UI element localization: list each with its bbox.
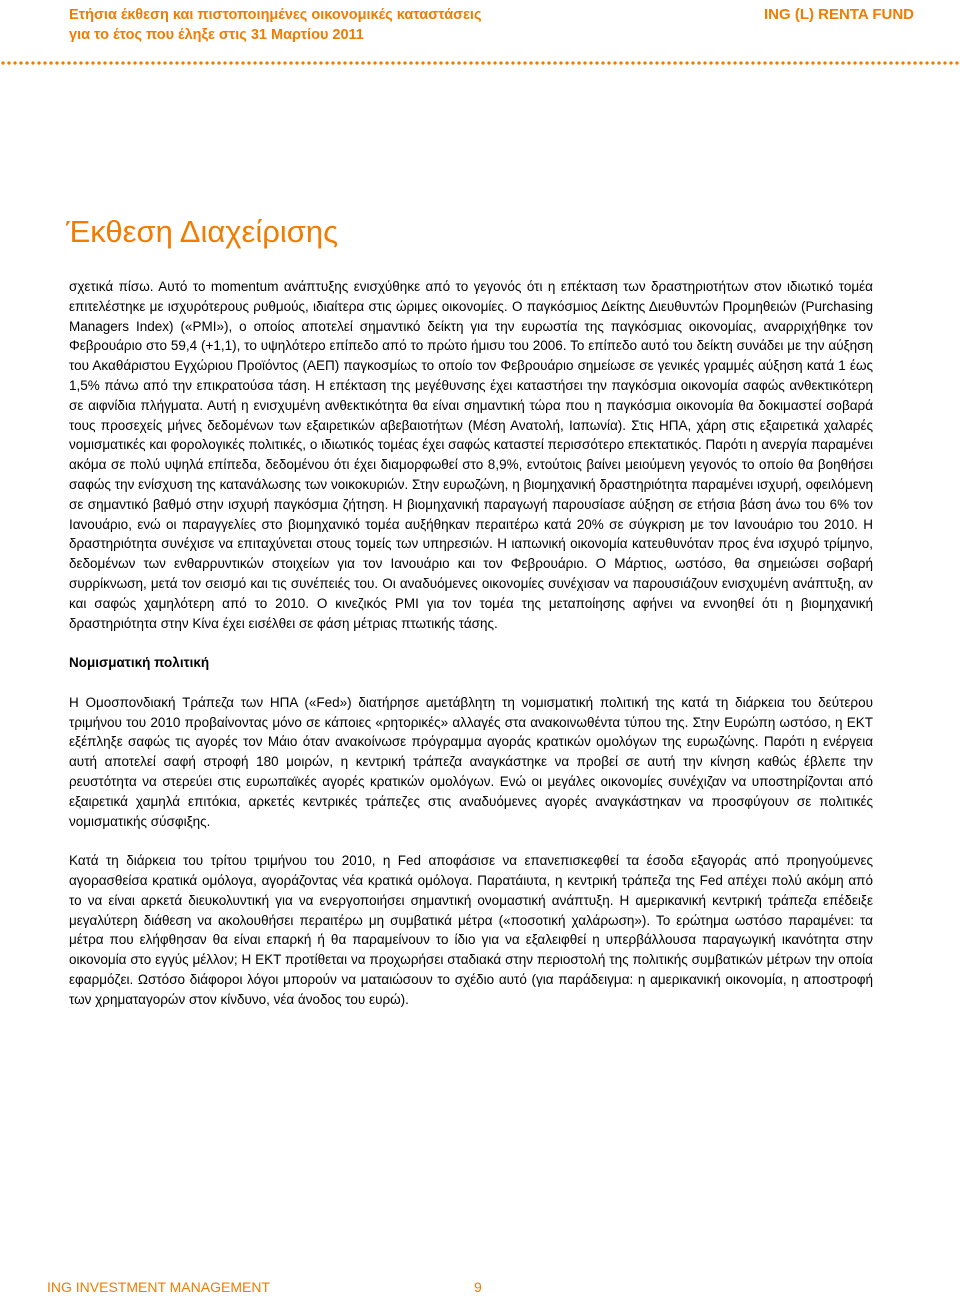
paragraph-economy: σχετικά πίσω. Αυτό το momentum ανάπτυξης ενισχύθηκε από το γεγονός ότι η επέκταση των δραστηριοτήτων στον ιδιωτικό τομέα επιτελέστηκε με ισχυρότερους ρυθμούς, ιδιαίτερα στις ώριμες οικονομίες. Ο παγκόσμιος Δείκτης Διευθυντών Προμηθειών (Purchasing Managers Index) («PMI»), ο οποίος αποτελεί σημαντικό δείκτη για την ευρωστία της παγκόσμιας οικονομίας, αναρριχήθηκε τον Φεβρουάριο στο 59,4 (+1,1), το υψηλότερο επίπεδο από το πρώτο ήμισυ του 2006. Το επίπεδο αυτό του δείκτη συνάδει με την αύξηση του Ακαθάριστου Εγχώριου Προϊόντος (ΑΕΠ) παγκοσμίως το οποίο τον Φεβρουάριο σημείωσε σε γενικές γραμμές αύξηση κατά 1 έως 1,5% πάνω από την επικρατούσα τάση. Η επέκταση της μεγέθυνσης έχει καταστήσει την παγκόσμια οικονομία σαφώς ανθεκτικότερη σε αιφνίδια πλήγματα. Αυτή η ενισχυμένη ανθεκτικότητα θα είναι σημαντική τώρα που η παγκόσμια οικονομία θα δοκιμαστεί σοβαρά τους προσεχείς μήνες δεδομένων των εξαιρετικών αβεβαιοτήτων (Μέση Ανατολή, Ιαπωνία). Στις ΗΠΑ, χάρη στις εξαιρετικά χαλαρές νομισματικές και φορολογικές πολιτικές, ο ιδιωτικός τομέας έχει σαφώς καταστεί περισσότερο επεκτατικός. Παρότι η ανεργία παραμένει ακόμα σε πολύ υψηλά επίπεδα, δεδομένου ότι έχει διαμορφωθεί στο 8,9%, εντούτοις βαίνει μειούμενη γεγονός το οποίο θα βοηθήσει σαφώς την ενίσχυση της κατανάλωσης των νοικοκυριών. Στην ευρωζώνη, η βιομηχανική δραστηριότητα παραμένει ισχυρή, οφειλόμενη σε σημαντικό βαθμό στην ισχυρή παγκόσμια ζήτηση. Η βιομηχανική παραγωγή παρουσίασε αύξηση σε ετήσια βάση άνω του 6% τον Ιανουάριο, ενώ οι παραγγελίες στο βιομηχανικό τομέα αυξήθηκαν περαιτέρω κατά 20% σε σύγκριση με τον Ιανουάριο του 2010. Η δραστηριότητα συνέχισε να επιταχύνεται στους τομείς των υπηρεσιών. Η ιαπωνική οικονομία κατευθυνόταν προς ένα ισχυρό τρίμηνο, δεδομένων των ενθαρρυντικών στοιχείων για τον Ιανουάριο και τον Φεβρουάριο. Ο Μάρτιος, ωστόσο, θα σημειώσει σοβαρή συρρίκνωση, μετά τον σεισμό και τις συνέπειές του. Οι αναδυόμενες οικονομίες συνέχισαν να παρουσιάζουν ενισχυμένη ανάπτυξη, αν και σαφώς χαμηλότερη από το 2010. Ο κινεζικός PMI για τον τομέα της μεταποίησης αφήνει να εννοηθεί ότι η βιομηχανική δραστηριότητα στην Κίνα έχει εισέλθει σε φάση μέτριας πτωτικής τάσης. (69, 279, 873, 631)
report-title-line2: για το έτος που έληξε στις 31 Μαρτίου 2011 (69, 27, 364, 43)
heading-monetary-policy: Νομισματική πολιτική (69, 655, 210, 671)
footer-company: ING INVESTMENT MANAGEMENT (47, 1279, 270, 1295)
document-body (69, 277, 873, 1029)
fund-name: ING (L) RENTA FUND (764, 6, 914, 23)
paragraph-fed-ecb: Η Ομοσπονδιακή Τράπεζα των ΗΠΑ («Fed») διατήρησε αμετάβλητη τη νομισματική πολιτική της κατά τη διάρκεια του δεύτερου τριμήνου του 2010 προβαίνοντας μόνο σε κάποιες «ρητορικές» αλλαγές στα ανακοινωθέντα τύπου της. Στην Ευρώπη ωστόσο, η ΕΚΤ εξέπληξε σαφώς τις αγορές τον Μάιο όταν ανακοίνωσε πρόγραμμα αγοράς κρατικών ομολόγων της ευρωζώνης. Παρότι η ενέργεια αυτή αποτελεί σαφή στροφή 180 μοιρών, η κεντρική τράπεζα αναγκάστηκε να προβεί σε αυτή την κίνηση καθώς έβλεπε την ρευστότητα να στερεύει στις ευρωπαϊκές αγορές κρατικών ομολόγων. Ενώ οι μεγάλες οικονομίες συνέχιζαν να υποστηρίζονται από εξαιρετικά χαμηλά επιτόκια, αρκετές κεντρικές τράπεζες στις αναδυόμενες αγορές αναγκάστηκαν να προσφύγουν σε πολιτικές νομισματικής σύσφιξης. (69, 694, 873, 829)
report-title-line1: Ετήσια έκθεση και πιστοποιημένες οικονομικές καταστάσεις (69, 7, 482, 23)
dotted-divider (0, 60, 960, 66)
report-header (69, 5, 482, 45)
paragraph-third-quarter: Κατά τη διάρκεια του τρίτου τριμήνου του 2010, η Fed αποφάσισε να επανεπισκεφθεί τα έσοδα εξαγοράς από προηγούμενες αγορασθείσα κρατικά ομόλογα, αγοράζοντας νέα κρατικά ομόλογα. Παρατάιυτα, η κεντρική τράπεζα της Fed απέχει πολύ ακόμη από το να είναι αρκετά διευκολυντική για να ενεργοποιήσει σημαντική ονομαστική ανάπτυξη. Η αμερικανική κεντρική τράπεζα επέδειξε μεγαλύτερη διάθεση να ακολουθήσει περαιτέρω μη συμβατικά μέτρα («ποσοτική χαλάρωση»). Το ερώτημα ωστόσο παραμένει: τα μέτρα που ελήφθησαν θα είναι επαρκή ή θα παραμείνουν το ίδιο για να εξαλειφθεί η υπερβάλλουσα παραγωγική ικανότητα στην οικονομία στο εγγύς μέλλον; Η ΕΚΤ προτίθεται να προχωρήσει σταδιακά στην περιοστολή της πολιτικής συμβατικών μέτρων την οποία εφαρμόζει. Ωστόσο διάφοροι λόγοι μπορούν να ματαιώσουν το σχέδιο αυτό (για παράδειγμα: η αμερικανική οικονομία, η αποστροφή των χρηματαγορών στον κίνδυνο, νέα άνοδος του ευρώ). (69, 853, 873, 1007)
section-title: Έκθεση Διαχείρισης (66, 214, 339, 249)
page-number: 9 (474, 1279, 482, 1295)
